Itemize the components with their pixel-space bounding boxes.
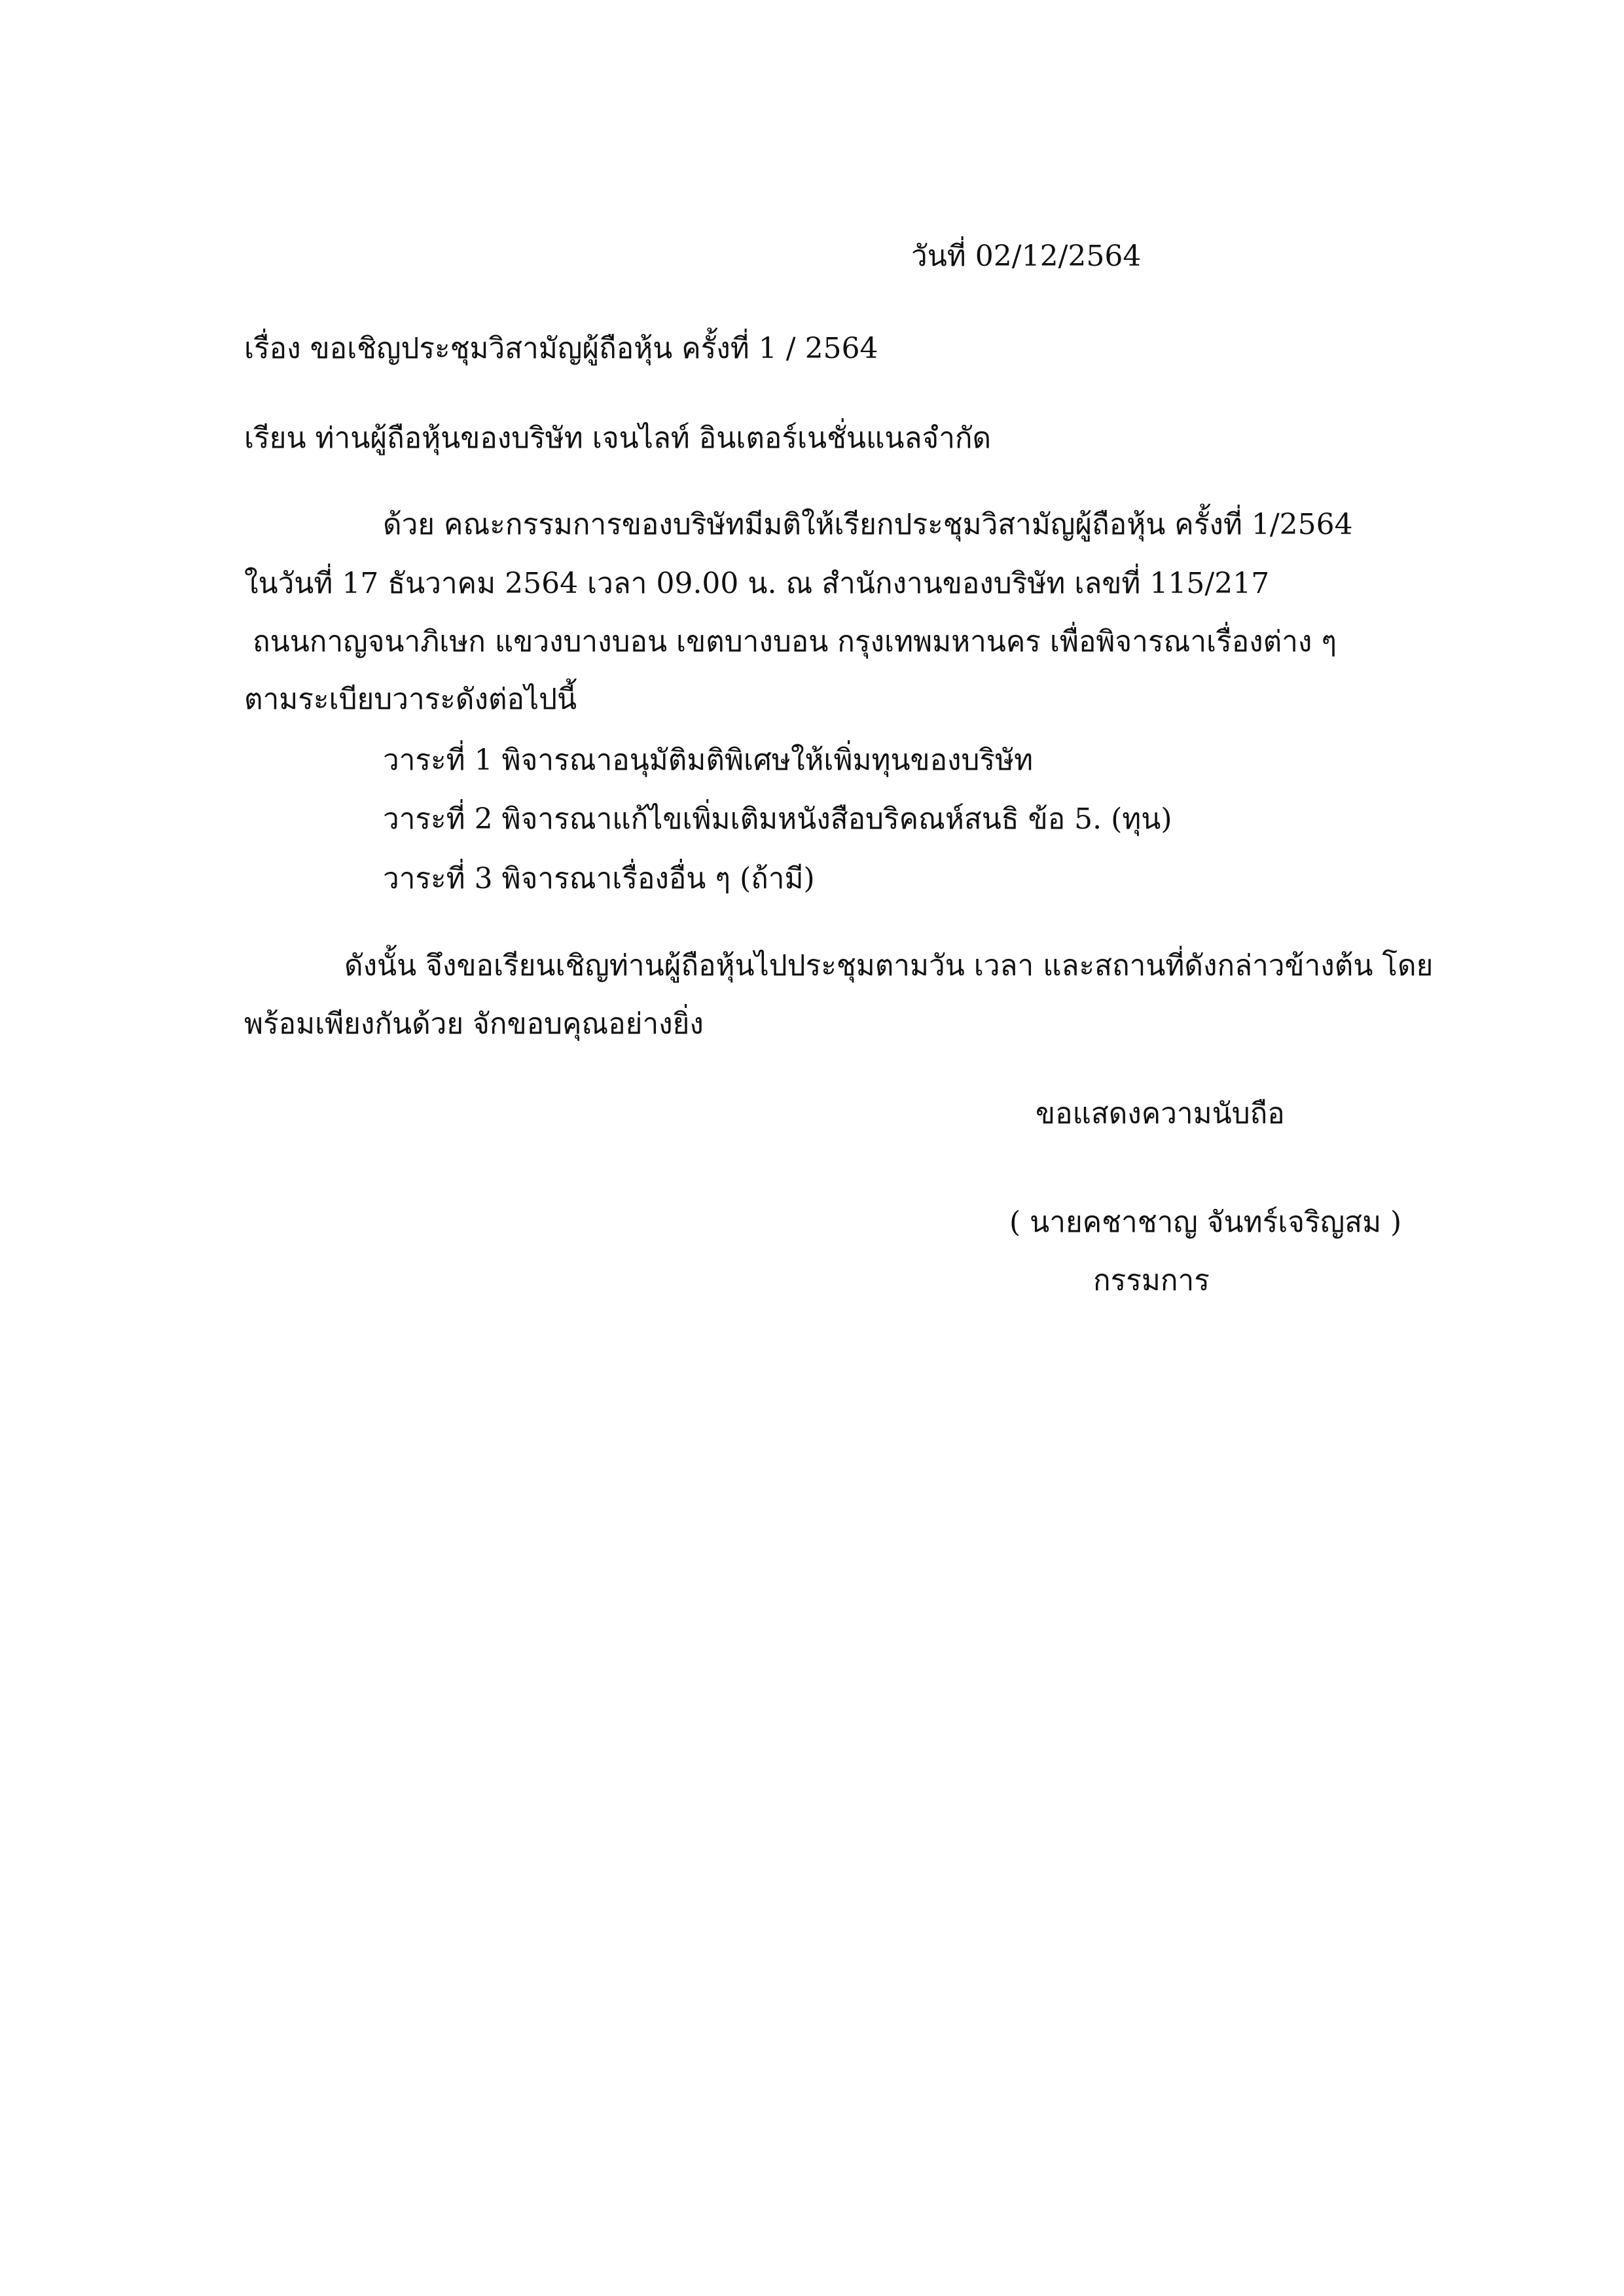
date-label: วันที่: [911, 240, 966, 273]
closing-paragraph-line-2: พร้อมเพียงกันด้วย จักขอบคุณอย่างยิ่ง: [244, 1007, 704, 1041]
agenda-item-3: วาระที่ 3 พิจารณาเรื่องอื่น ๆ (ถ้ามี): [383, 862, 815, 895]
closing-regards: ขอแสดงความนับถือ: [1036, 1097, 1285, 1130]
agenda-item-1: วาระที่ 1 พิจารณาอนุมัติมติพิเศษให้เพิ่มทุนของบริษัท: [383, 744, 1034, 777]
body-paragraph-line-1: ด้วย คณะกรรมการของบริษัทมีมติให้เรียกประชุมวิสามัญผู้ถือหุ้น ครั้งที่ 1/2564: [383, 508, 1353, 541]
subject-text: ขอเชิญประชุมวิสามัญผู้ถือหุ้น ครั้งที่ 1 / 2564: [310, 332, 878, 365]
letter-date: [911, 237, 1141, 276]
letter-salutation: [244, 419, 991, 458]
subject-label: เรื่อง: [244, 332, 301, 365]
body-paragraph-line-4: ตามระเบียบวาระดังต่อไปนี้: [244, 683, 577, 716]
closing-paragraph-line-1: ดังนั้น จึงขอเรียนเชิญท่านผู้ถือหุ้นไปประชุมตามวัน เวลา และสถานที่ดังกล่าวข้างต้น โดย: [344, 949, 1434, 982]
body-paragraph-line-2: ในวันที่ 17 ธันวาคม 2564 เวลา 09.00 น. ณ สำนักงานของบริษัท เลขที่ 115/217: [244, 567, 1270, 600]
date-value: 02/12/2564: [975, 240, 1142, 273]
salutation-label: เรียน: [244, 422, 306, 455]
salutation-text: ท่านผู้ถือหุ้นของบริษัท เจนไลท์ อินเตอร์เนชั่นแนลจำกัด: [315, 422, 992, 455]
letter-subject: [244, 329, 878, 368]
agenda-item-2: วาระที่ 2 พิจารณาแก้ไขเพิ่มเติมหนังสือบริคณห์สนธิ ข้อ 5. (ทุน): [383, 802, 1172, 836]
signer-name: ( นายคชาชาญ จันทร์เจริญสม ): [1009, 1206, 1402, 1239]
body-paragraph-line-3: ถนนกาญจนาภิเษก แขวงบางบอน เขตบางบอน กรุงเทพมหานคร เพื่อพิจารณาเรื่องต่าง ๆ: [253, 625, 1337, 658]
signer-title: กรรมการ: [1093, 1264, 1210, 1297]
